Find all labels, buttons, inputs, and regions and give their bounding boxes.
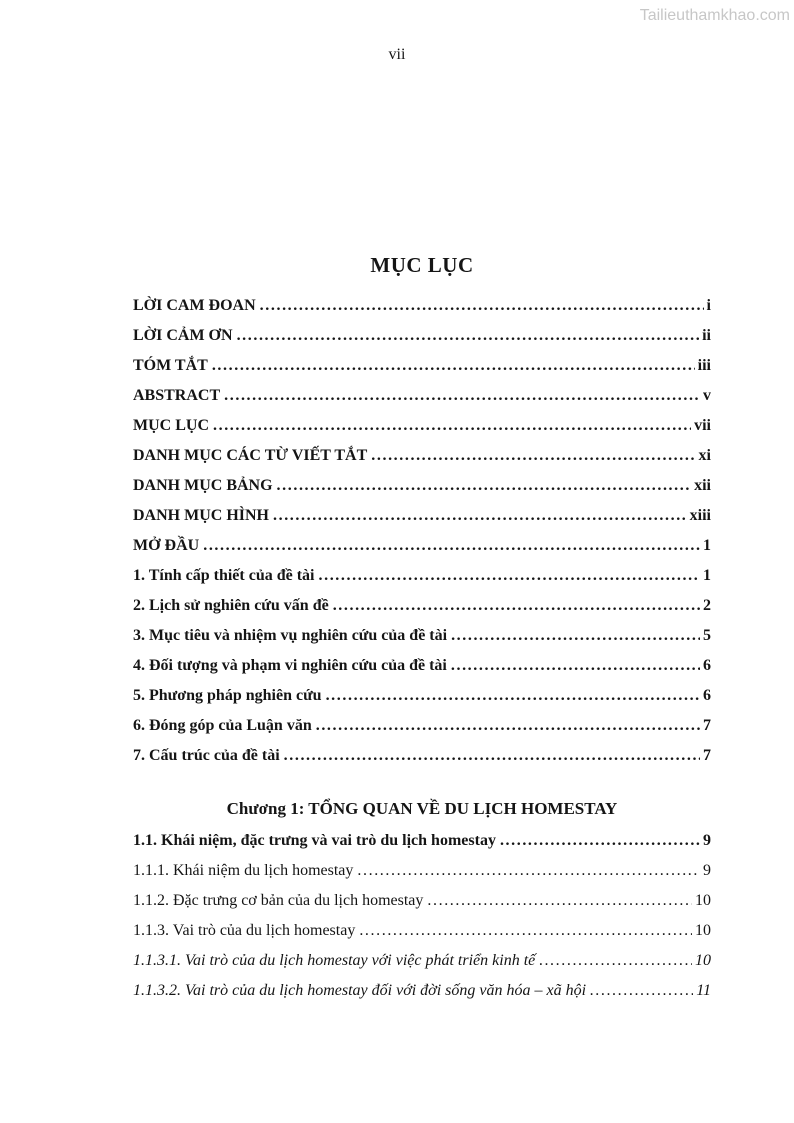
toc-entry-page: 11	[696, 982, 711, 999]
toc-entry	[133, 681, 711, 711]
toc-entry-label: 1.1.1. Khái niệm du lịch homestay	[133, 862, 354, 879]
toc-entry-page: 10	[695, 922, 711, 939]
chapter-list	[133, 826, 711, 1006]
toc-entry-label: TÓM TẮT	[133, 357, 208, 374]
toc-entry-label: 2. Lịch sử nghiên cứu vấn đề	[133, 597, 329, 614]
toc-entry-page: 5	[703, 627, 711, 644]
toc-entry	[133, 916, 711, 946]
toc-entry	[133, 471, 711, 501]
toc-entry	[133, 351, 711, 381]
toc-entry	[133, 886, 711, 916]
toc-dot-leader	[539, 946, 692, 976]
toc-entry-page: xii	[694, 477, 711, 494]
toc-dot-leader	[427, 886, 692, 916]
toc-dot-leader	[333, 591, 700, 621]
toc-entry-page: 7	[703, 717, 711, 734]
toc-entry-page: 6	[703, 657, 711, 674]
toc-dot-leader	[237, 321, 700, 351]
toc-entry	[133, 946, 711, 976]
toc-dot-leader	[260, 291, 704, 321]
toc-entry-label: 3. Mục tiêu và nhiệm vụ nghiên cứu của đề tài	[133, 627, 448, 644]
toc-dot-leader	[203, 531, 700, 561]
toc-entry-page: 1	[703, 567, 711, 584]
toc-dot-leader	[500, 826, 700, 856]
toc-entry-page: 10	[695, 892, 711, 909]
toc-entry-label: DANH MỤC BẢNG	[133, 477, 273, 494]
toc-dot-leader	[224, 381, 700, 411]
toc-dot-leader	[212, 351, 695, 381]
toc-entry	[133, 561, 711, 591]
toc-entry	[133, 411, 711, 441]
toc-entry	[133, 741, 711, 771]
toc-entry-label: 1.1.2. Đặc trưng cơ bản của du lịch homestay	[133, 892, 424, 909]
toc-entry	[133, 441, 711, 471]
toc-dot-leader	[357, 856, 700, 886]
toc-entry-page: 10	[695, 952, 711, 969]
toc-dot-leader	[316, 711, 700, 741]
toc-entry-label: 1.1.3. Vai trò của du lịch homestay	[133, 922, 356, 939]
toc-entry	[133, 621, 711, 651]
toc-entry-label: 1.1. Khái niệm, đặc trưng và vai trò du lịch homestay	[133, 832, 496, 849]
toc-entry	[133, 651, 711, 681]
toc-entry	[133, 321, 711, 351]
toc-entry-page: 7	[703, 747, 711, 764]
toc-entry-page: 2	[703, 597, 711, 614]
toc-entry-label: 1. Tính cấp thiết của đề tài	[133, 567, 315, 584]
toc-entry-page: 6	[703, 687, 711, 704]
toc-entry-label: 6. Đóng góp của Luận văn	[133, 717, 312, 734]
toc-entry	[133, 291, 711, 321]
toc-dot-leader	[319, 561, 701, 591]
toc-entry-label: DANH MỤC HÌNH	[133, 507, 269, 524]
toc-entry-page: 1	[703, 537, 711, 554]
toc-entry	[133, 856, 711, 886]
toc-entry-label: 1.1.3.1. Vai trò của du lịch homestay với việc phát triển kinh tế	[133, 952, 536, 969]
chapter-1-heading: Chương 1: TỔNG QUAN VỀ DU LỊCH HOMESTAY	[226, 799, 618, 818]
toc-entry-label: 7. Cấu trúc của đề tài	[133, 747, 280, 764]
toc-entry-page: iii	[697, 357, 711, 374]
toc-dot-leader	[359, 916, 692, 946]
toc-entry	[133, 711, 711, 741]
toc-entry-page: xi	[698, 447, 711, 464]
toc-dot-leader	[451, 621, 700, 651]
toc-entry-label: LỜI CAM ĐOAN	[133, 297, 256, 314]
toc-entry-label: LỜI CẢM ƠN	[133, 327, 233, 344]
toc-entry-page: ii	[702, 327, 711, 344]
toc-entry-page: xiii	[689, 507, 711, 524]
toc-entry	[133, 976, 711, 1006]
toc-entry-page: 9	[703, 862, 711, 879]
toc-entry-page: v	[703, 387, 711, 404]
toc-entry	[133, 826, 711, 856]
toc-entry-label: MỞ ĐẦU	[133, 537, 200, 554]
toc-dot-leader	[284, 741, 700, 771]
toc-entry-page: i	[706, 297, 711, 314]
toc-entry-label: 5. Phương pháp nghiên cứu	[133, 687, 322, 704]
toc-entry-page: vii	[694, 417, 711, 434]
toc-entry	[133, 591, 711, 621]
toc-title: MỤC LỤC	[370, 253, 474, 277]
toc-entry-label: MỤC LỤC	[133, 417, 209, 434]
toc-dot-leader	[451, 651, 700, 681]
toc-entry-label: 1.1.3.2. Vai trò của du lịch homestay đối với đời sống văn hóa – xã hội	[133, 982, 587, 999]
toc-entry	[133, 531, 711, 561]
page-number: vii	[388, 46, 406, 63]
toc-entry-label: 4. Đối tượng và phạm vi nghiên cứu của đề tài	[133, 657, 447, 674]
toc-entry-label: ABSTRACT	[133, 387, 221, 404]
toc-entry	[133, 381, 711, 411]
toc-entry	[133, 501, 711, 531]
toc-entry-label: DANH MỤC CÁC TỪ VIẾT TẮT	[133, 447, 368, 464]
toc-dot-leader	[590, 976, 693, 1006]
toc-dot-leader	[273, 501, 687, 531]
table-of-contents	[133, 250, 711, 1006]
toc-dot-leader	[371, 441, 695, 471]
toc-dot-leader	[213, 411, 691, 441]
toc-entry-page: 9	[703, 832, 711, 849]
watermark-text: Tailieuthamkhao.com	[639, 7, 790, 24]
toc-dot-leader	[277, 471, 692, 501]
toc-list	[133, 291, 711, 771]
toc-dot-leader	[326, 681, 700, 711]
